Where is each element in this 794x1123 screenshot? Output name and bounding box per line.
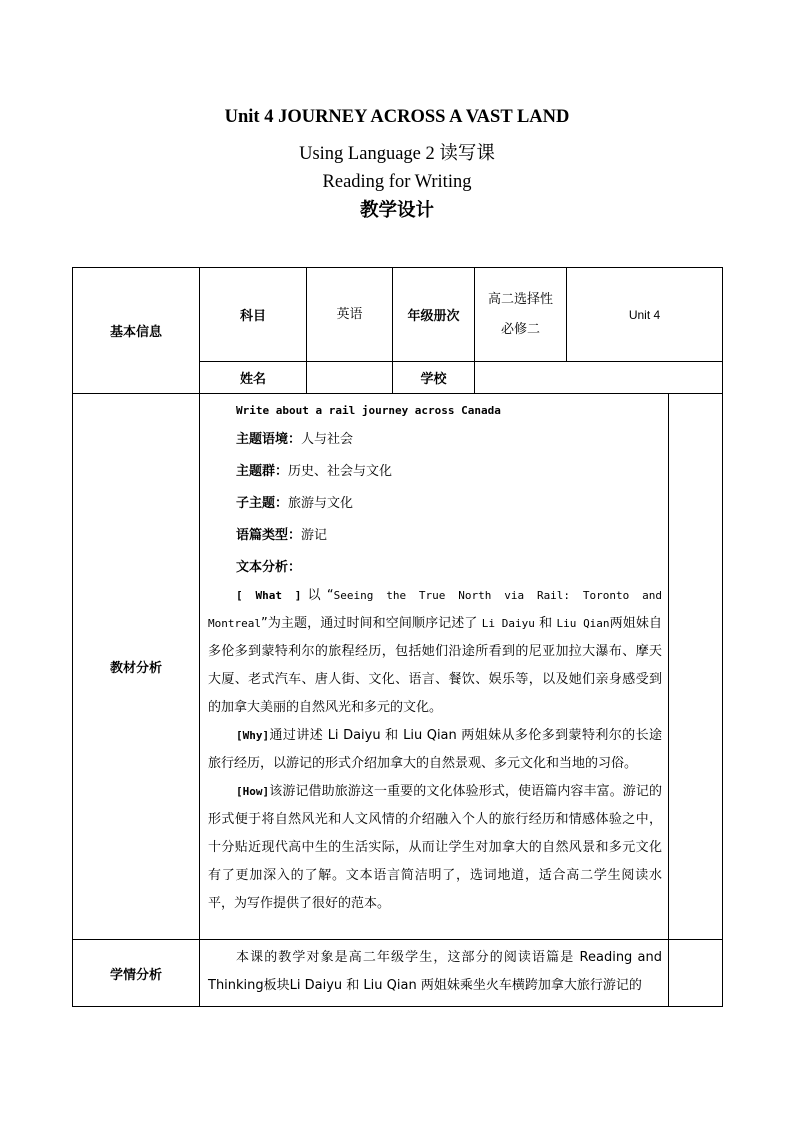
text-analysis-label: 文本分析：: [236, 560, 302, 575]
document-type: 教学设计: [359, 200, 434, 221]
what-paragraph: [ What ]以“Seeing the True North via Rail: Toronto and Montreal”为主题，通过时间和空间顺序记述了 Li Daiyu 和 Liu Qian两姐妹自多伦多到蒙特利尔的旅程经历，包括她们沿途所看到的尼亚加拉大瀑布、摩天大厦、老式汽车、唐人街、文化、语言、餐饮、娱乐等，以及她们亲身感受到的加拿大美丽的自然风光和多元的文化。: [208, 588, 662, 715]
table-row: [73, 394, 723, 940]
lesson-subtitle-2: Reading for Writing: [322, 172, 472, 192]
learner-analysis-label: 学情分析: [73, 940, 200, 1007]
unit-value: Unit 4: [567, 268, 723, 362]
context-value: 人与社会: [301, 432, 354, 447]
group-value: 历史、社会与文化: [288, 464, 393, 479]
material-heading: Write about a rail journey across Canada: [236, 404, 501, 417]
material-analysis-content: [200, 394, 669, 940]
grade-value-line2: 必修二: [500, 321, 540, 337]
unit-title: Unit 4 JOURNEY ACROSS A VAST LAND: [224, 107, 570, 127]
learner-analysis-content: [200, 940, 669, 1007]
material-analysis-label: 教材分析: [73, 394, 200, 940]
subtheme-value: 旅游与文化: [288, 496, 354, 511]
context-label: 主题语境：: [236, 432, 302, 447]
subject-value: 英语: [307, 268, 393, 362]
grade-label: 年级册次: [393, 268, 475, 362]
text-type-label: 语篇类型：: [236, 528, 302, 543]
basic-info-label: 基本信息: [73, 268, 200, 394]
name-value[interactable]: [307, 362, 393, 394]
text-type-value: 游记: [301, 528, 328, 543]
grade-value: [475, 268, 567, 362]
why-paragraph: [Why]通过讲述 Li Daiyu 和 Liu Qian 两姐妹从多伦多到蒙特利尔的长途旅行经历，以游记的形式介绍加拿大的自然景观、多元文化和当地的习俗。: [208, 728, 662, 771]
why-tag: [Why]: [236, 729, 270, 742]
learner-paragraph: 本课的教学对象是高二年级学生，这部分的阅读语篇是 Reading and Thinking板块Li Daiyu 和 Liu Qian 两姐妹乘坐火车横跨加拿大旅行游记的: [208, 950, 662, 993]
document-title-block: [0, 100, 794, 226]
what-tag: [ What ]: [236, 589, 302, 602]
reading-title: Seeing the True North via Rail: Toronto and Montreal: [208, 589, 662, 630]
lesson-plan-table: [72, 267, 723, 1007]
material-empty-cell: [669, 394, 723, 940]
lesson-subtitle: Using Language 2 读写课: [299, 144, 495, 164]
subject-label: 科目: [200, 268, 307, 362]
subtheme-label: 子主题：: [236, 496, 289, 511]
how-tag: [How]: [236, 785, 270, 798]
learner-empty-cell: [669, 940, 723, 1007]
name-label: 姓名: [200, 362, 307, 394]
table-row: [73, 268, 723, 362]
school-value[interactable]: [475, 362, 723, 394]
group-label: 主题群：: [236, 464, 289, 479]
grade-value-line1: 高二选择性: [487, 291, 553, 307]
table-row: [73, 940, 723, 1007]
how-paragraph: [How]该游记借助旅游这一重要的文化体验形式，使语篇内容丰富。游记的形式便于将自然风光和人文风情的介绍融入个人的旅行经历和情感体验之中，十分贴近现代高中生的生活实际，从而让学生对加拿大的自然风景和多元文化有了更加深入的了解。文本语言简洁明了，选词地道，适合高二学生阅读水平，为写作提供了很好的范本。: [208, 784, 662, 911]
school-label: 学校: [393, 362, 475, 394]
